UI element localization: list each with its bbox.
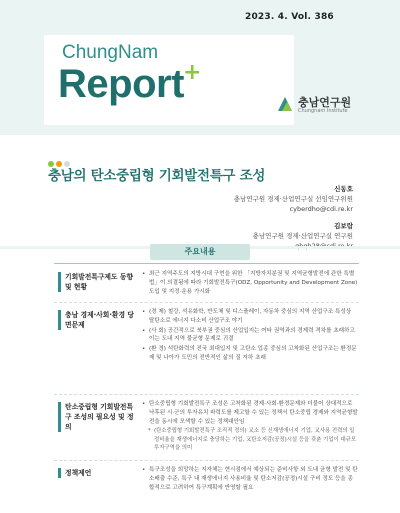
bullet-item: • 특구조성을 희망하는 지자체는 현시점에서 예상되는 준비사항 외 도내 균형 발전 및 탄소배출 수준, 특구 내 재생에너지 사용비율 및 탄소저감(공정)시설 구비 정도 등을 종합적으로 고려하여 특구계획에 반영할 필요 xyxy=(142,466,358,492)
summary-label: 주요내용 xyxy=(150,244,250,260)
section-label: 충남 경제·사회·환경 당면문제 xyxy=(58,310,135,330)
summary-section xyxy=(54,264,359,303)
summary-section xyxy=(54,460,359,504)
author-name: 김보람 xyxy=(334,222,353,230)
author-block xyxy=(234,184,353,251)
bullet-item: • 탄소중립형 기회발전특구 조성은 고착화된 경제·사회·환경문제와 더불어 상대적으로 낙후된 시·군의 투자유치 파력도를 제고할 수 있는 정책서 탄소중립 경제와 지역균형발전을 동시에 모색할 수 있는 정책대안임 xyxy=(142,400,358,426)
bullet-item: • (환 경) 석탄화력의 전국 최대입지 및 고탄소 업종 중심의 고착화된 산업구조는 환경문제 및 나아가 도민의 전반적인 삶의 질 저하 초래 xyxy=(142,345,358,363)
institute-logo-icon xyxy=(275,94,295,114)
section-body xyxy=(142,270,358,297)
institute-name: 충남연구원 xyxy=(298,96,352,109)
author-affiliation: 충남연구원 경제·산업연구실 연구원 xyxy=(252,232,353,240)
institute-name-en: Chungnam Institute xyxy=(298,108,348,114)
brand-plus-icon: + xyxy=(183,60,202,85)
institute-logo xyxy=(275,92,385,122)
page-title: 충남의 탄소중립형 기회발전특구 조성 xyxy=(48,168,266,184)
bullet-item: • (사 회) 공간적으로 북부권 중심의 산업입지는 여타 권역과의 경제력 격차를 초래하고 이는 도내 지역 불균형 문제로 귀결 xyxy=(142,327,358,345)
section-body xyxy=(142,466,358,493)
brand-name-report: Report xyxy=(58,62,184,106)
issue-info: 2023. 4. Vol. 386 xyxy=(245,12,334,22)
summary-box xyxy=(54,263,359,504)
brand-name-small: ChungNam xyxy=(62,42,159,63)
section-label: 기회발전특구제도 동향 및 현황 xyxy=(58,272,135,292)
author-email: cyberdho@cdi.re.kr xyxy=(289,205,353,213)
summary-section xyxy=(54,302,359,395)
bullet-item: • (경 제) 철강, 석유화학, 반도체 및 디스플레이, 자동차 중심의 지역 산업구조 특성상 탈탄소로 에너지 다소비 산업구조 야기 xyxy=(142,308,358,326)
section-body xyxy=(142,400,358,453)
section-body xyxy=(142,308,358,364)
report-header xyxy=(0,0,400,135)
summary-section xyxy=(54,394,359,461)
sub-note: * (탄소중립형 기회발전특구 조직적 정의) 又소 등 신재생에너지 기업, 又사용 전력의 일정비율을 재생에너지로 충당하는 기업, 又탄소저감(공정)시설 등을 갖춘 기업이 대규모 투자구역을 의미 xyxy=(142,427,358,453)
bullet-item: • 최근 지역주도의 지방시대 구현을 위한 「지방자치분권 및 지역균형발전에 관한 특별법」이 의결됨에 따라 기회발전특구(ODZ, Opportunity and Development Zone) 도입 및 지정·운용 가시화 xyxy=(142,270,358,296)
author-affiliation: 충남연구원 경제·산업연구실 선임연구위원 xyxy=(233,195,353,203)
section-label: 탄소중립형 기회발전특구 조성의 필요성 및 정의 xyxy=(58,402,135,432)
author-name: 신동호 xyxy=(334,185,353,193)
section-label: 정책제언 xyxy=(58,468,135,478)
